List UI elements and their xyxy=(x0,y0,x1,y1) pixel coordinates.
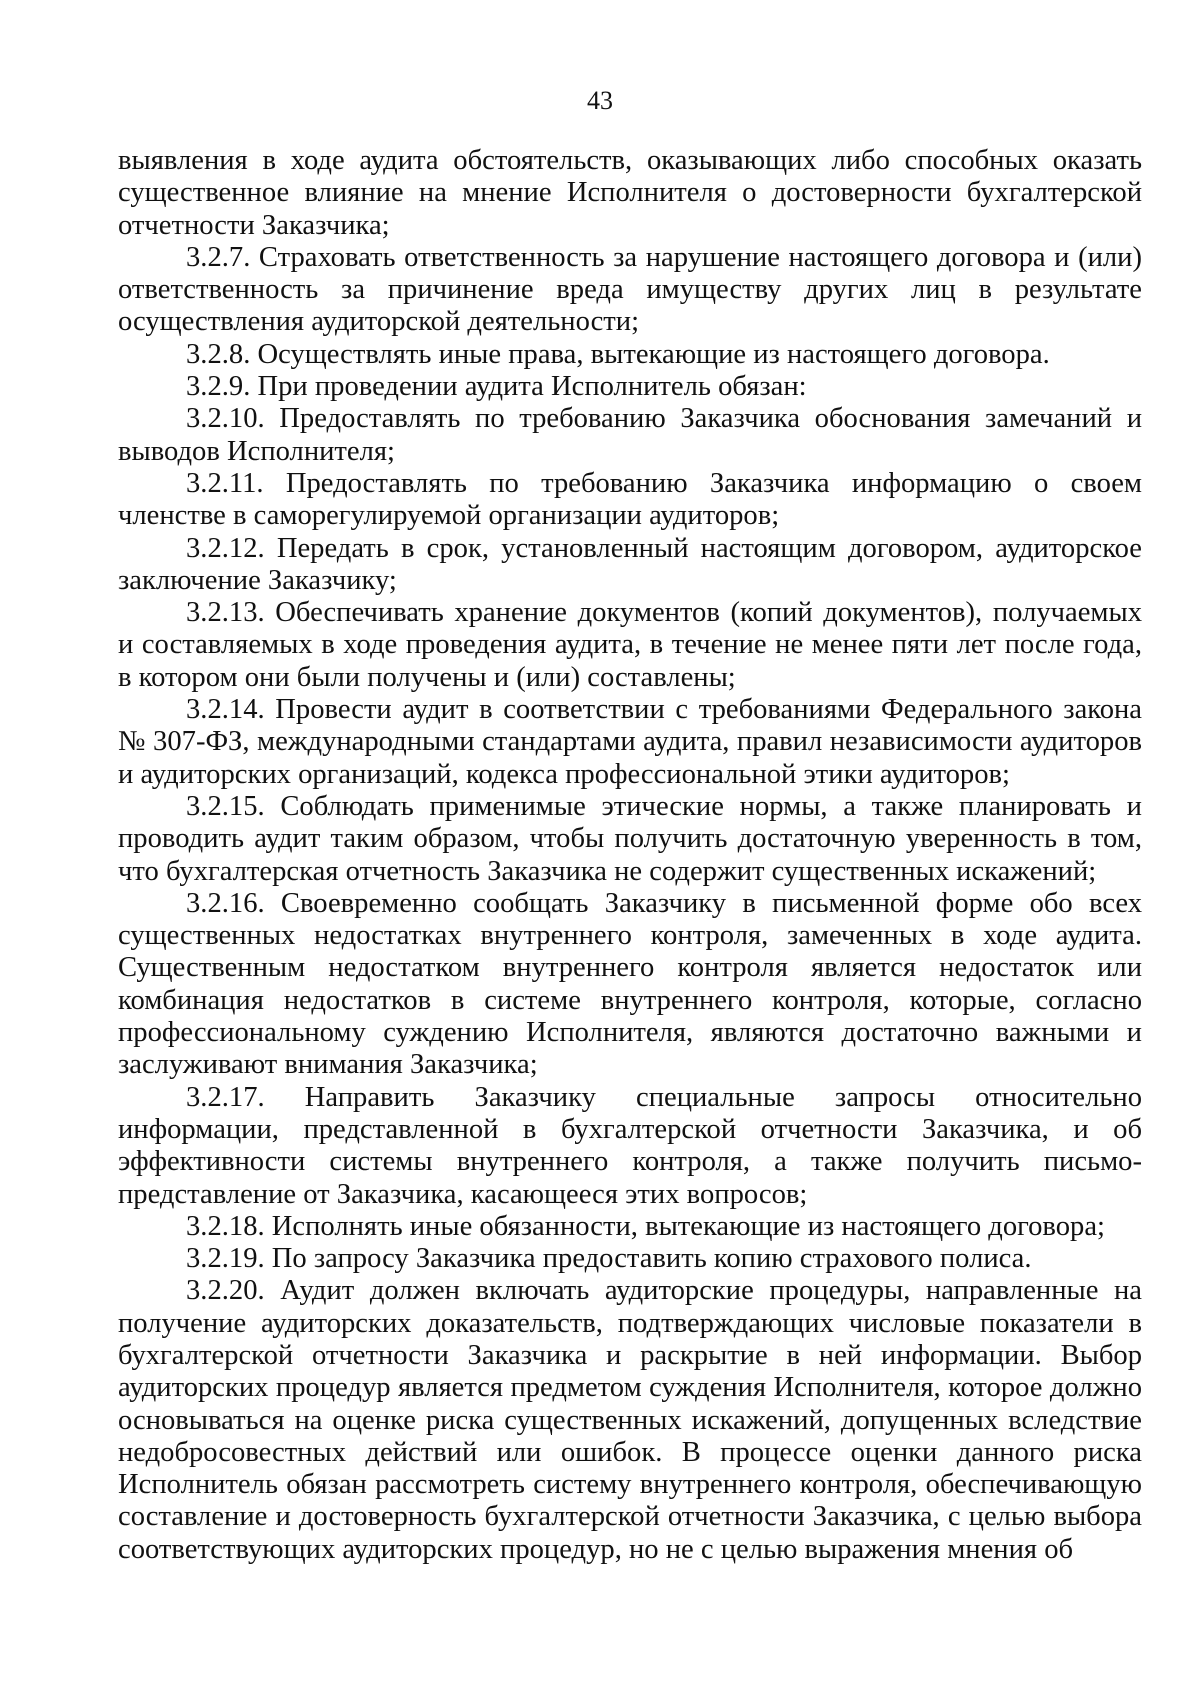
paragraph-3-2-7: 3.2.7. Страховать ответственность за нарушение настоящего договора и (или) ответственность за причинение вреда имуществу других лиц в результате осуществления аудиторской деятельности; xyxy=(118,241,1142,338)
paragraph-3-2-10: 3.2.10. Предоставлять по требованию Заказчика обоснования замечаний и выводов Исполнителя; xyxy=(118,403,1142,467)
paragraph-3-2-13: 3.2.13. Обеспечивать хранение документов (копий документов), получаемых и составляемых в ходе проведения аудита, в течение не менее пяти лет после года, в котором они были получены и (или) составлены; xyxy=(118,597,1142,693)
paragraph-3-2-12: 3.2.12. Передать в срок, установленный настоящим договором, аудиторское заключение Заказчику; xyxy=(118,532,1142,596)
paragraph-3-2-15: 3.2.15. Соблюдать применимые этические нормы, а также планировать и проводить аудит таким образом, чтобы получить достаточную уверенность в том, что бухгалтерская отчетность Заказчика не содержит существенных искажений; xyxy=(118,790,1142,887)
paragraph-3-2-9: 3.2.9. При проведении аудита Исполнитель обязан: xyxy=(186,371,807,403)
paragraph-3-2-14: 3.2.14. Провести аудит в соответствии с требованиями Федерального закона № 307-ФЗ, международными стандартами аудита, правил независимости аудиторов и аудиторских организаций, кодекса профессиональной этики аудиторов; xyxy=(118,694,1142,790)
paragraph-continuation: выявления в ходе аудита обстоятельств, оказывающих либо способных оказать существенное влияние на мнение Исполнителя о достоверности бухгалтерской отчетности Заказчика; xyxy=(118,145,1142,241)
paragraph-3-2-20: 3.2.20. Аудит должен включать аудиторские процедуры, направленные на получение аудиторских доказательств, подтверждающих числовые показатели в бухгалтерской отчетности Заказчика и раскрытие в ней информации. Выбор аудиторских процедур является предметом суждения Исполнителя, которое должно основываться на оценке риска существенных искажений, допущенных вследствие недобросовестных действий или ошибок. В процессе оценки данного риска Исполнитель обязан рассмотреть систему внутреннего контроля, обеспечивающую составление и достоверность бухгалтерской отчетности Заказчика, с целью выбора соответствующих аудиторских процедур, но не с целью выражения мнения об xyxy=(118,1275,1142,1565)
paragraph-3-2-8: 3.2.8. Осуществлять иные права, вытекающие из настоящего договора. xyxy=(186,338,1050,370)
page-number: 43 xyxy=(587,86,613,115)
document-body xyxy=(118,145,1142,1566)
paragraph-3-2-19: 3.2.19. По запросу Заказчика предоставить копию страхового полиса. xyxy=(186,1243,1032,1275)
paragraph-3-2-18: 3.2.18. Исполнять иные обязанности, вытекающие из настоящего договора; xyxy=(186,1210,1105,1242)
paragraph-3-2-16: 3.2.16. Своевременно сообщать Заказчику в письменной форме обо всех существенных недостатках внутреннего контроля, замеченных в ходе аудита. Существенным недостатком внутреннего контроля является недостаток или комбинация недостатков в системе внутреннего контроля, которые, согласно профессиональному суждению Исполнителя, являются достаточно важными и заслуживают внимания Заказчика; xyxy=(118,887,1142,1081)
paragraph-3-2-11: 3.2.11. Предоставлять по требованию Заказчика информацию о своем членстве в саморегулируемой организации аудиторов; xyxy=(118,467,1142,532)
paragraph-3-2-17: 3.2.17. Направить Заказчику специальные запросы относительно информации, представленной в бухгалтерской отчетности Заказчика, и об эффективности системы внутреннего контроля, а также получить письмо-представление от Заказчика, касающееся этих вопросов; xyxy=(118,1081,1142,1210)
